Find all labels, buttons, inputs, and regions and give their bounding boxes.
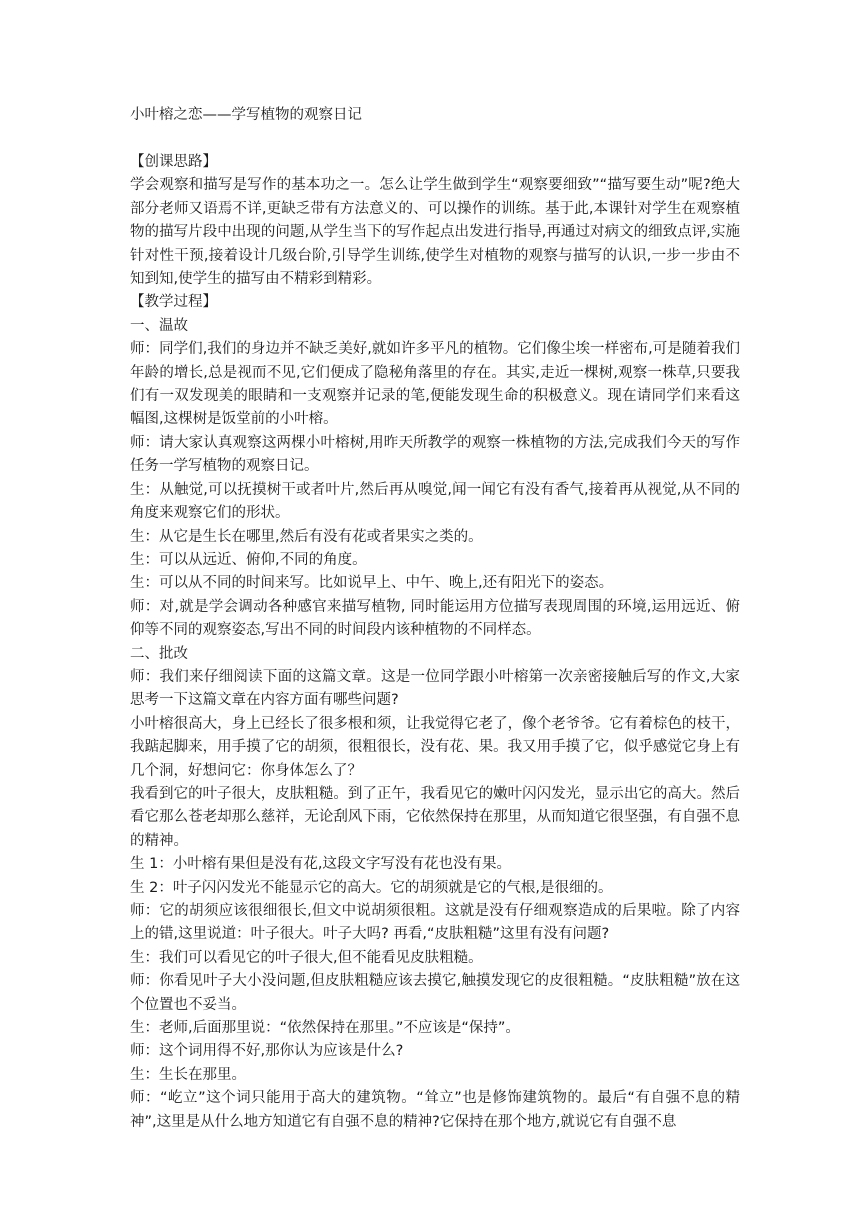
document-page xyxy=(130,104,740,1134)
paragraph: 师：“屹立”这个词只能用于高大的建筑物。“耸立”也是修饰建筑物的。最后“有自强不息的精神”,这里是从什么地方知道它有自强不息的精神?它保持在那个地方,就说它有自强不息 xyxy=(130,1090,740,1130)
paragraph: 师：你看见叶子大小没问题,但皮肤粗糙应该去摸它,触摸发现它的皮很粗糙。“皮肤粗糙”放在这个位置也不妥当。 xyxy=(130,973,740,1013)
paragraph: 师：对,就是学会调动各种感官来描写植物, 同时能运用方位描写表现周围的环境,运用远近、俯仰等不同的观察姿态,写出不同的时间段内该种植物的不同样态。 xyxy=(130,598,740,639)
paragraph: 生 2：叶子闪闪发光不能显示它的高大。它的胡须就是它的气根,是很细的。 xyxy=(130,879,613,896)
subheading-correction: 二、批改 xyxy=(130,645,188,662)
document-body xyxy=(130,151,740,1134)
paragraph: 生：生长在那里。 xyxy=(130,1066,246,1083)
paragraph: 学会观察和描写是写作的基本功之一。怎么让学生做到学生“观察要细致”“描写要生动”呢?绝大部分老师又语焉不详,更缺乏带有方法意义的、可以操作的训练。基于此,本课针对学生在观察植物的描写片段中出现的问题,从学生当下的写作起点出发进行指导,再通过对病文的细致点评,实施针对性干预,接着设计几级台阶,引导学生训练,使学生对植物的观察与描写的认识,一步一步由不知到知,使学生的描写由不精彩到精彩。 xyxy=(130,177,740,288)
paragraph: 生：可以从远近、俯仰,不同的角度。 xyxy=(130,551,367,568)
paragraph: 生：可以从不同的时间来写。比如说早上、中午、晚上,还有阳光下的姿态。 xyxy=(130,575,614,592)
paragraph: 生：老师,后面那里说：“依然保持在那里。”不应该是“保持”。 xyxy=(130,1020,520,1037)
paragraph: 师：同学们,我们的身边并不缺乏美好,就如许多平凡的植物。它们像尘埃一样密布,可是随着我们年龄的增长,总是视而不见,它们便成了隐秘角落里的存在。其实,走近一棵树,观察一株草,只要我们有一双发现美的眼睛和一支观察并记录的笔,便能发现生命的积极意义。现在请同学们来看这幅图,这棵树是饭堂前的小叶榕。 xyxy=(130,341,740,428)
paragraph: 师：这个词用得不好,那你认为应该是什么? xyxy=(130,1043,404,1060)
paragraph: 我看到它的叶子很大，皮肤粗糙。到了正午，我看见它的嫩叶闪闪发光，显示出它的高大。然后看它那么苍老却那么慈祥，无论刮风下雨，它依然保持在那里，从而知道它很坚强，有自强不息的精神。 xyxy=(130,785,740,849)
paragraph: 生：从触觉,可以抚摸树干或者叶片,然后再从嗅觉,闻一闻它有没有香气,接着再从视觉,从不同的角度来观察它们的形状。 xyxy=(130,481,740,522)
subheading-review: 一、温故 xyxy=(130,317,188,334)
document-title: 小叶榕之恋——学写植物的观察日记 xyxy=(130,107,362,123)
paragraph: 生：我们可以看见它的叶子很大,但不能看见皮肤粗糙。 xyxy=(130,949,483,966)
paragraph: 师：请大家认真观察这两棵小叶榕树,用昨天所教学的观察一株植物的方法,完成我们今天的写作任务一学写植物的观察日记。 xyxy=(130,434,740,475)
paragraph: 生 1：小叶榕有果但是没有花,这段文字写没有花也没有果。 xyxy=(130,856,511,873)
paragraph: 师：它的胡须应该很细很长,但文中说胡须很粗。这就是没有仔细观察造成的后果啦。除了内容上的错,这里说道：叶子很大。叶子大吗? 再看,“皮肤粗糙”这里有没有问题? xyxy=(130,903,740,943)
section-heading-design-idea: 【创课思路】 xyxy=(130,154,217,170)
paragraph: 小叶榕很高大，身上已经长了很多根和须，让我觉得它老了，像个老爷爷。它有着棕色的枝干，我踮起脚来，用手摸了它的胡须，很粗很长，没有花、果。我又用手摸了它，似乎感觉它身上有几个洞，好想问它：你身体怎么了？ xyxy=(130,715,740,779)
paragraph: 生：从它是生长在哪里,然后有没有花或者果实之类的。 xyxy=(130,528,483,545)
section-heading-teaching-process: 【教学过程】 xyxy=(130,294,217,311)
paragraph: 师：我们来仔细阅读下面的这篇文章。这是一位同学跟小叶榕第一次亲密接触后写的作文,大家思考一下这篇文章在内容方面有哪些问题? xyxy=(130,668,740,709)
